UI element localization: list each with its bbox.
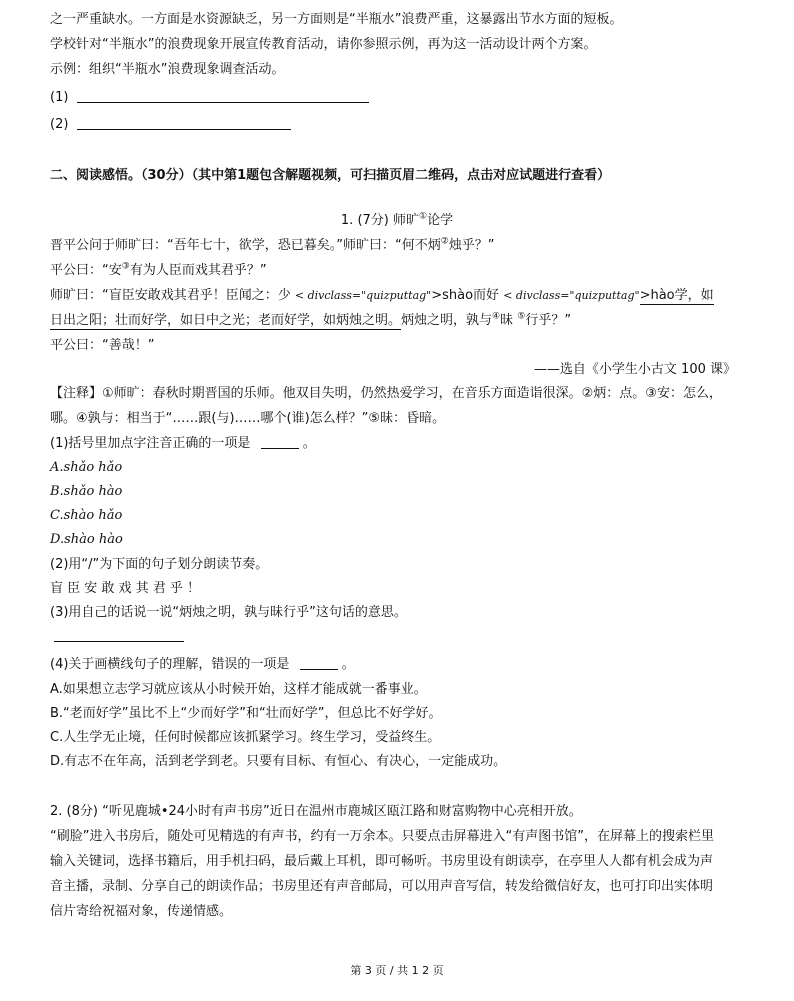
- raw-markup: < divclass="quizputtag": [503, 289, 640, 302]
- answer-blank[interactable]: [261, 435, 299, 449]
- question-text: (4)关于画横线句子的理解，错误的一项是: [50, 657, 290, 672]
- option-b[interactable]: B.shǎo hào: [50, 484, 123, 499]
- option-b[interactable]: B.“老而好学”虽比不上“少而好学”和“壮而好学”，但总比不好学好。: [50, 706, 442, 721]
- passage-title: [0, 212, 794, 230]
- answer-line-2: [50, 116, 291, 134]
- passage-line: [50, 237, 495, 255]
- footnote-mark: ④: [492, 311, 501, 322]
- option-a[interactable]: A.如果想立志学习就应该从小时候开始，这样才能成就一番事业。: [50, 682, 427, 697]
- option-a[interactable]: A.shǎo hǎo: [50, 460, 123, 475]
- footnote-mark: ③: [121, 261, 130, 272]
- answer-blank[interactable]: [54, 628, 184, 642]
- passage-text: 晋平公问于师旷曰：“吾年七十，欲学，恐已暮矣。”师旷曰：“何不炳: [50, 238, 441, 253]
- section-heading: 二、阅读感悟。（30分）（其中第1题包含解题视频，可扫描页眉二维码，点击对应试题进行查看）: [50, 168, 611, 183]
- text-line: 示例：组织“半瓶水”浪费现象调查活动。: [50, 62, 285, 77]
- question-3: (3)用自己的话说一说“炳烛之明，孰与昧行乎”这句话的意思。: [50, 605, 407, 620]
- notes-line: 【注释】①师旷：春秋时期晋国的乐师。他双目失明，仍然热爱学习，在音乐方面造诣很深。②炳：点。③安：怎么，: [50, 386, 722, 401]
- q2-line: 音主播，录制、分享自己的朗读作品；书房里还有声音邮局，可以用声音写信，转发给微信好友，也可打印出实体明: [50, 879, 714, 894]
- passage-line: 平公曰：“善哉！”: [50, 338, 155, 353]
- text-line: 学校针对“半瓶水”的浪费现象开展宣传教育活动，请你参照示例，再为这一活动设计两个方案。: [50, 37, 597, 52]
- footnote-mark: ⑤: [517, 311, 526, 322]
- option-d[interactable]: D.shào hào: [50, 532, 123, 547]
- question-1: [50, 435, 316, 453]
- text-line: 之一严重缺水。一方面是水资源缺乏，另一方面则是“半瓶水”浪费严重，这暴露出节水方面的短板。: [50, 12, 623, 27]
- question-2: (2)用“/”为下面的句子划分朗读节奏。: [50, 557, 269, 572]
- option-c[interactable]: C.shào hǎo: [50, 508, 123, 523]
- title-text: 论学: [427, 213, 454, 228]
- notes-line: 哪。④孰与：相当于“……跟(与)……哪个(谁)怎么样？”⑤昧：昏暗。: [50, 411, 446, 426]
- underlined-text: 日出之阳；壮而好学，如日中之光；老而好学，如炳烛之明。: [50, 313, 402, 328]
- page-footer: 第 3 页 / 共 1 2 页: [350, 964, 444, 977]
- passage-text: 平公曰：“安: [50, 263, 122, 278]
- passage-source: ——选自《小学生小古文 100 课》: [533, 362, 736, 377]
- period: 。: [302, 436, 316, 451]
- passage-text: 烛乎？”: [448, 238, 495, 253]
- option-c[interactable]: C.人生学无止境，任何时候都应该抓紧学习。终生学习，受益终生。: [50, 730, 441, 745]
- option-d[interactable]: D.有志不在年高，活到老学到老。只要有目标、有恒心、有决心，一定能成功。: [50, 754, 507, 769]
- title-text: 1. (7分) 师旷: [340, 213, 419, 228]
- footnote-mark: ②: [440, 236, 449, 247]
- passage-text: 炳烛之明，孰与: [401, 313, 493, 328]
- q2-line: “刷脸”进入书房后，随处可见精选的有声书，约有一万余本。只要点击屏幕进入“有声图书馆”，在屏幕上的搜索栏里: [50, 829, 714, 844]
- q2-line: 信片寄给祝福对象，传递情感。: [50, 904, 233, 919]
- raw-markup: < divclass="quizputtag": [294, 289, 432, 302]
- q2-line: 输入关键词，选择书籍后，用手机扫码，最后戴上耳机，即可畅听。书房里设有朗读亭，在亭里人人都有机会成为声: [50, 854, 714, 869]
- answer-line-1: [50, 89, 369, 107]
- footnote-mark: ①: [419, 211, 428, 222]
- question-number: (2): [50, 117, 69, 132]
- answer-blank[interactable]: [77, 89, 369, 103]
- question-text: (1)括号里加点字注音正确的一项是: [50, 436, 251, 451]
- passage-line: [50, 312, 571, 330]
- answer-blank[interactable]: [77, 116, 291, 130]
- answer-line-q3: [50, 628, 184, 646]
- passage-text: 有为人臣而戏其君乎？”: [129, 263, 267, 278]
- rhythm-sentence: 盲 臣 安 敢 戏 其 君 乎 ！: [50, 581, 201, 596]
- question-number: (1): [50, 90, 69, 105]
- answer-blank[interactable]: [300, 656, 338, 670]
- passage-line: [50, 287, 714, 305]
- passage-text: 昧: [500, 313, 518, 328]
- passage-text: >shào而好: [431, 288, 504, 303]
- period: 。: [341, 657, 355, 672]
- passage-text: 师旷曰：“盲臣安敢戏其君乎！臣闻之：少: [50, 288, 295, 303]
- question-4: [50, 656, 355, 674]
- q2-line: 2. (8分) “听见鹿城•24小时有声书房”近日在温州市鹿城区瓯江路和财富购物中心亮相开放。: [50, 804, 582, 819]
- passage-text: 行乎？”: [525, 313, 572, 328]
- passage-line: [50, 262, 267, 280]
- underlined-text: >hào学，如: [639, 288, 714, 303]
